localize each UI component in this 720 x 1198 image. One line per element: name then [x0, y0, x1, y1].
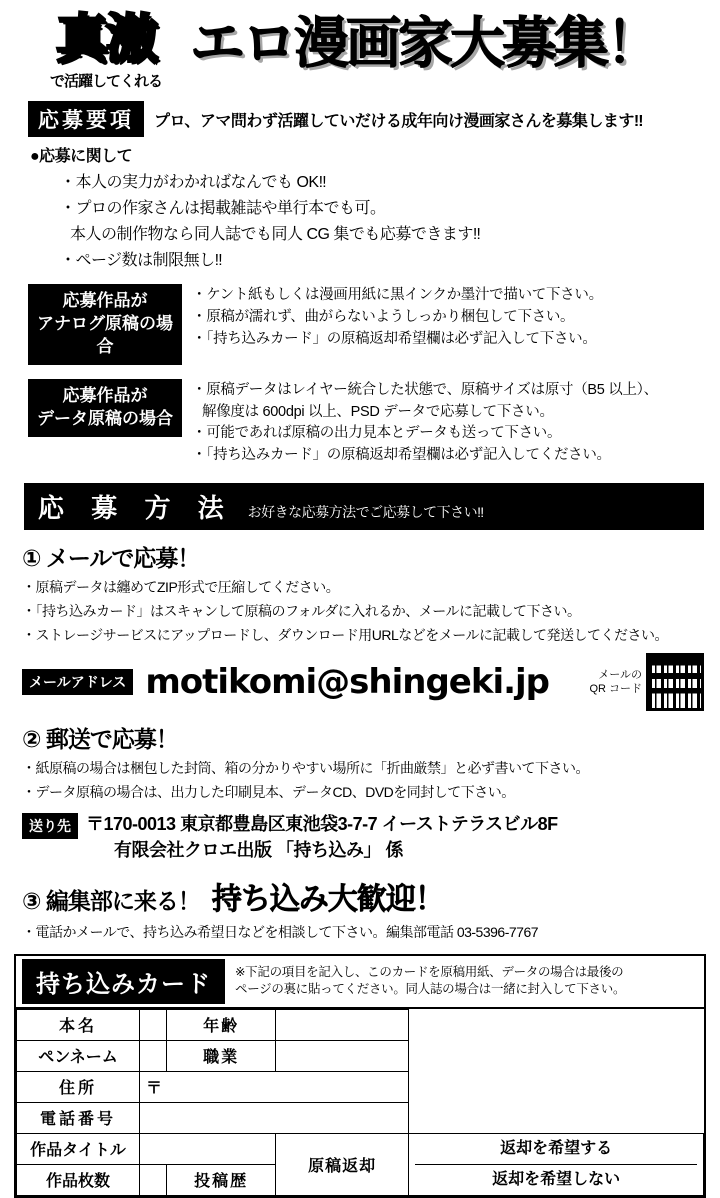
submission-card-note-line2: ページの裏に貼ってください。同人誌の場合は一緒に封入して下さい。 — [235, 982, 626, 997]
digital-item: ・「持ち込みカード」の原稿返却希望欄は必ず記入してください。 — [192, 447, 611, 464]
methods-banner-title: 応 募 方 法 — [38, 492, 234, 523]
logo — [22, 10, 190, 91]
submission-card-note — [235, 964, 625, 999]
row-label: ペンネーム — [17, 1040, 140, 1071]
row-label: 本名 — [17, 1009, 140, 1040]
submission-card-table — [16, 1009, 704, 1196]
methods-banner — [24, 483, 704, 530]
analog-label — [28, 284, 182, 365]
page-title: エロ漫画家大募集！ — [190, 11, 659, 75]
analog-item: ・原稿が濡れず、曲がらないようしっかり梱包して下さい。 — [192, 308, 575, 325]
row-label-2: 投稿歴 — [167, 1164, 276, 1195]
digital-section — [28, 379, 720, 467]
destination-tag: 送り先 — [22, 813, 78, 839]
destination-lines — [86, 810, 558, 862]
qr-caption-line2: QR コード — [589, 682, 642, 695]
analog-body — [192, 284, 603, 350]
row-value[interactable] — [140, 1102, 409, 1133]
method3-heading: ③ 編集部に来る！ — [22, 887, 200, 914]
logo-main-text: 真激 — [55, 10, 156, 70]
mail-address-row — [22, 653, 720, 711]
method1-line: ・ストレージサービスにアップロードし、ダウンロード用URLなどをメールに記載して発送してください。 — [22, 626, 668, 643]
requirements-item: ・本人の実力がわかればなんでも OK‼ — [60, 174, 327, 191]
qr-caption — [589, 668, 642, 697]
method3-heading-row — [22, 874, 720, 918]
requirements-item: ・ページ数は制限無し‼ — [60, 252, 223, 269]
destination-address: 〒170-0013 東京都豊島区東池袋3-7-7 イーストテラスビル8F — [86, 813, 558, 834]
qr-code-icon — [646, 653, 704, 711]
row-value[interactable] — [140, 1009, 167, 1040]
analog-label-line2: アナログ原稿の場合 — [37, 313, 173, 356]
row-label-2: 職業 — [167, 1040, 276, 1071]
requirements-header — [28, 101, 720, 137]
row-value[interactable] — [140, 1040, 167, 1071]
table-row — [17, 1133, 704, 1164]
method1-line: ・「持ち込みカード」はスキャンして原稿のフォルダに入れるか、メールに記載して下さい。 — [22, 602, 581, 619]
submission-card-note-line1: ※下記の項目を記入し、このカードを原稿用紙、データの場合は最後の — [235, 964, 624, 979]
requirements-label: 応募要項 — [28, 101, 144, 137]
method1-line: ・原稿データは纏めてZIP形式で圧縮してください。 — [22, 578, 340, 595]
row-label: 作品タイトル — [17, 1133, 140, 1164]
method2-line: ・紙原稿の場合は梱包した封筒、箱の分かりやすい場所に「折曲厳禁」と必ず書いて下さい。 — [22, 759, 589, 776]
row-label: 電話番号 — [17, 1102, 140, 1133]
method2-heading: ② 郵送で応募！ — [22, 725, 178, 752]
logo-sub-text: で活躍してくれる — [49, 73, 162, 90]
table-row — [17, 1040, 704, 1071]
row-value[interactable] — [140, 1133, 276, 1164]
mail-address-tag: メールアドレス — [22, 669, 133, 695]
requirements-item: ・プロの作家さんは掲載雑誌や単行本でも可。 — [60, 200, 386, 217]
analog-item: ・ケント紙もしくは漫画用紙に黒インクか墨汁で描いて下さい。 — [192, 287, 603, 303]
row-label: 作品枚数 — [17, 1164, 140, 1195]
table-row — [17, 1102, 704, 1133]
analog-label-line1: 応募作品が — [62, 291, 148, 310]
digital-item: ・可能であれば原稿の出力見本とデータも送って下さい。 — [192, 425, 562, 442]
digital-item: 解像度は 600dpi 以上、PSD データで応募して下さい。 — [202, 403, 554, 420]
digital-label-line1: 応募作品が — [62, 385, 148, 405]
row-label: 住所 — [17, 1071, 140, 1102]
row-value-2[interactable] — [276, 1009, 409, 1040]
row-value-2[interactable] — [276, 1040, 409, 1071]
digital-label — [28, 379, 182, 437]
table-row — [17, 1009, 704, 1040]
method3-emphasis: 持ち込み大歓迎！ — [211, 882, 444, 916]
digital-label-line2: データ原稿の場合 — [37, 408, 173, 428]
digital-body — [192, 379, 658, 467]
table-row — [17, 1071, 704, 1102]
method3-line: ・電話かメールで、持ち込み希望日などを相談して下さい。編集部電話 03-5396-7767 — [22, 923, 539, 940]
requirements-item: 本人の制作物なら同人誌でも同人 CG 集でも応募できます‼ — [70, 226, 481, 243]
row-value[interactable]: 〒 — [140, 1071, 409, 1102]
row-label-2: 年齢 — [167, 1009, 276, 1040]
digital-item: ・原稿データはレイヤー統合した状態で、原稿サイズは原寸（B5 以上）、 — [192, 381, 658, 398]
analog-item: ・「持ち込みカード」の原稿返却希望欄は必ず記入して下さい。 — [192, 330, 597, 347]
return-label: 原稿返却 — [276, 1133, 409, 1195]
qr-caption-line1: メールの — [598, 668, 642, 681]
destination-block — [22, 810, 720, 862]
methods-banner-sub: お好きな応募方法でご応募して下さい‼ — [247, 503, 484, 520]
method2-line: ・データ原稿の場合は、出力した印刷見本、データCD、DVDを同封して下さい。 — [22, 783, 515, 800]
submission-card — [14, 954, 706, 1198]
requirements-lead: プロ、アマ問わず活躍していだける成年向け漫画家さんを募集します‼ — [154, 112, 644, 130]
return-option-yes[interactable]: 返却を希望する — [415, 1134, 697, 1165]
row-value[interactable] — [140, 1164, 167, 1195]
destination-company: 有限会社クロエ出版 「持ち込み」 係 — [114, 839, 404, 860]
header — [0, 0, 720, 91]
return-option-no[interactable]: 返却を希望しない — [492, 1170, 621, 1188]
return-options[interactable] — [409, 1133, 704, 1195]
analog-section — [28, 284, 720, 365]
mail-address-value[interactable]: motikomi@shingeki.jp — [145, 661, 550, 702]
submission-card-title: 持ち込みカード — [22, 959, 225, 1004]
requirements-bullet-head: ●応募に関して — [30, 148, 133, 165]
submission-card-header — [16, 956, 704, 1009]
method1-heading: ① メールで応募！ — [22, 544, 200, 571]
